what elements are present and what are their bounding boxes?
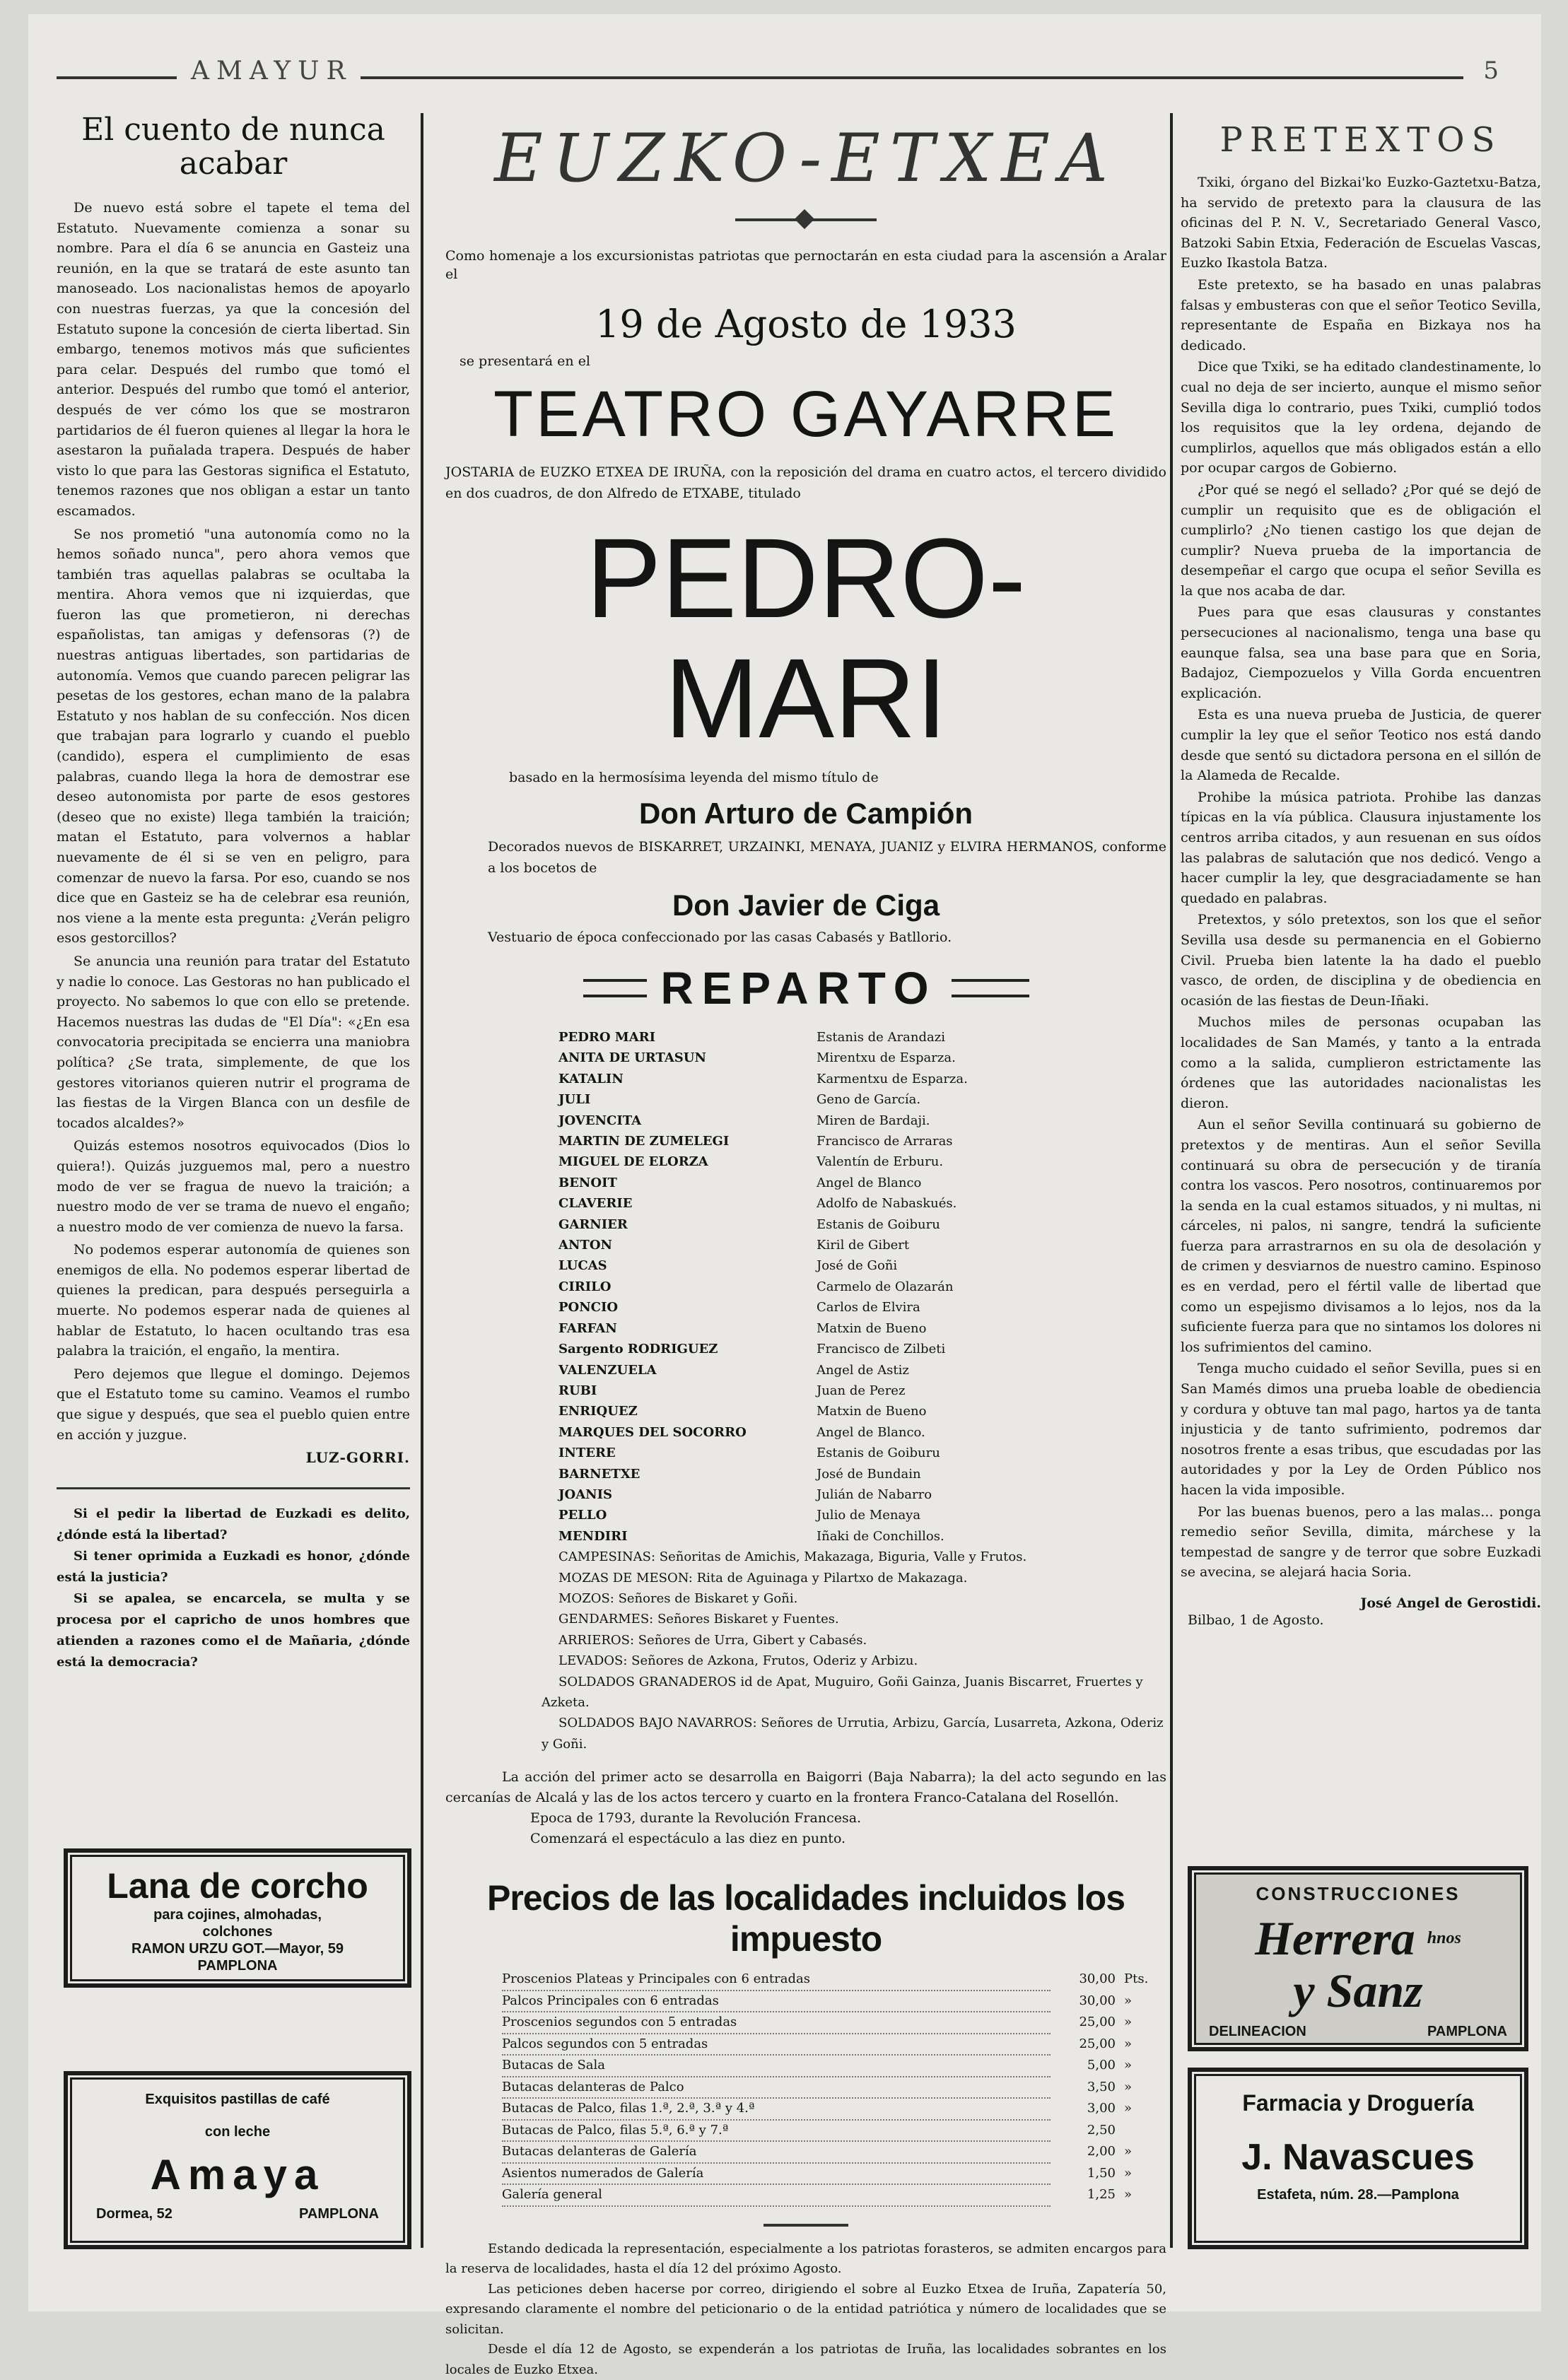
cast-role: JULI <box>558 1092 591 1108</box>
price-value: 30,00 <box>1079 1971 1116 1987</box>
cast-role: LUCAS <box>558 1258 607 1274</box>
price-row <box>445 2012 1166 2034</box>
cast-row <box>558 1069 1166 1089</box>
cast-row <box>558 1505 1166 1525</box>
price-unit: » <box>1124 2036 1133 2051</box>
cast-actor: Estanis de Goiburu <box>817 1446 940 1461</box>
price-value: 3,50 <box>1087 2079 1116 2094</box>
price-row <box>445 2056 1166 2077</box>
cast-row <box>558 1277 1166 1297</box>
ornament <box>763 2224 848 2227</box>
price-label: Asientos numerados de Galería <box>502 2164 1051 2186</box>
question-paragraph: Si tener oprimida a Euzkadi es honor, ¿dónde está la justicia? <box>57 1549 410 1585</box>
comenzara-text: Comenzará el espectáculo a las diez en punto. <box>530 1831 846 1847</box>
price-value: 1,25 <box>1087 2187 1116 2203</box>
masthead-rule-left <box>57 76 177 79</box>
cast-role: BENOIT <box>558 1175 617 1190</box>
cast-row <box>558 1131 1166 1151</box>
price-label: Galería general <box>502 2185 1051 2207</box>
cast-role: MENDIRI <box>558 1528 628 1544</box>
article-paragraph: Pretextos, y sólo pretextos, son los que el señor Sevilla usa desde su permanencia en el Gobierno Civil. Prueba bien latente la ha dado el pueblo vasco, de orden, de disciplina y de obediencia en ocasión de las fiestas de Deun-Iñaki. <box>1181 912 1541 1009</box>
cast-role: VALENZUELA <box>558 1362 657 1378</box>
cast-actor: Valentín de Erburu. <box>817 1154 944 1170</box>
cast-actor: Adolfo de Nabaskués. <box>817 1196 957 1212</box>
cast-actor: Carlos de Elvira <box>817 1300 920 1315</box>
cast-row <box>558 1214 1166 1235</box>
cast-actor: Miren de Bardaji. <box>817 1113 930 1128</box>
price-row <box>445 2121 1166 2142</box>
price-unit: » <box>1124 2058 1133 2073</box>
article-paragraph: Pues para que esas clausuras y constantes persecuciones al nacionalismo, tenga una base qu eaunque falsa, sea una base para que en Soria, Badajoz, Ciempozuelos y Villa Gorda encuentren explicación. <box>1181 604 1541 701</box>
ad-title: J. Navascues <box>1241 2137 1475 2178</box>
price-value: 30,00 <box>1079 1993 1116 2008</box>
cast-actor: Matxin de Bueno <box>817 1404 927 1419</box>
cast-actor: Angel de Astiz <box>817 1362 909 1378</box>
article-title: El cuento de nunca acabar <box>81 112 385 182</box>
price-value: 25,00 <box>1079 2015 1116 2030</box>
price-row <box>445 2077 1166 2099</box>
ad-amaya <box>64 2071 411 2249</box>
price-unit: » <box>1124 2165 1133 2181</box>
cast-row <box>558 1422 1166 1443</box>
article-paragraph: Prohibe la música patriota. Prohibe las danzas típicas en la vía pública. Clausura injustamente los centros arriba citados, y aun resuenan en sus oídos las palabras de salutación que nos dedicó. Vengo a hacer cumplir la ley, que desgraciadamente se han quedado en palabras. <box>1181 789 1541 906</box>
article-paragraph: ¿Por qué se negó el sellado? ¿Por qué se dejó de cumplir un requisito que es de obligación el cumplirlo? ¿No tienen castigo los que dejan de cumplir? Nueva prueba de la importancia de desempeñar el cargo que ocupa el señor Sevilla es la que nos acaba de dar. <box>1181 481 1541 599</box>
price-label: Proscenios Plateas y Principales con 6 entradas <box>502 1969 1051 1991</box>
left-column <box>57 113 410 1673</box>
masthead-name: AMAYUR <box>191 57 353 86</box>
cast-role: BARNETXE <box>558 1466 640 1482</box>
cast-row <box>558 1318 1166 1339</box>
cast-row <box>558 1464 1166 1484</box>
price-unit <box>1116 2121 1166 2142</box>
price-row <box>445 2164 1166 2186</box>
epoca-text: Epoca de 1793, durante la Revolución Francesa. <box>530 1810 862 1827</box>
cast-actor: Angel de Blanco <box>817 1175 922 1190</box>
presentara-text: se presentará en el <box>460 353 591 369</box>
ad-line: para cojines, almohadas, <box>153 1907 322 1923</box>
masthead-rule-right <box>361 76 1463 79</box>
price-list <box>445 1969 1166 2207</box>
ad-address <box>68 2206 407 2222</box>
ad-line: con leche <box>204 2124 271 2140</box>
cast-row <box>558 1151 1166 1172</box>
column-divider-left <box>421 113 423 2248</box>
ornament <box>735 218 877 221</box>
article-paragraph: Esta es una nueva prueba de Justicia, de querer cumplir la ley que el señor Teotico nos está dando desde que sentó su dictadora persona en el sillón de la Alameda de Recalde. <box>1181 707 1541 784</box>
cast-role: PONCIO <box>558 1300 619 1315</box>
price-value: 2,00 <box>1087 2144 1116 2159</box>
right-article-body <box>1181 172 1541 1583</box>
cast-actor: Juan de Perez <box>817 1383 906 1398</box>
ad-line: CONSTRUCCIONES <box>1256 1883 1461 1904</box>
ad-farmacia <box>1188 2068 1528 2249</box>
center-column <box>445 113 1166 2380</box>
price-label: Butacas de Sala <box>502 2056 1051 2077</box>
masthead <box>57 57 1527 92</box>
ad-name-hnos: hnos <box>1427 1929 1461 1947</box>
cast-group: MOZOS: Señores de Biskaret y Goñi. <box>558 1590 798 1606</box>
cast-group: SOLDADOS GRANADEROS id de Apat, Muguiro, Goñi Gainza, Juanis Biscarret, Fruertes y Azketa. <box>542 1674 1143 1710</box>
cast-list <box>445 1027 1166 1547</box>
price-row <box>445 2034 1166 2056</box>
cast-role: MARTIN DE ZUMELEGI <box>558 1134 730 1149</box>
cast-role: PEDRO MARI <box>558 1030 656 1045</box>
cast-row <box>558 1235 1166 1255</box>
page-number: 5 <box>1483 57 1499 85</box>
cast-row <box>558 1526 1166 1547</box>
cast-row <box>558 1027 1166 1048</box>
price-unit: » <box>1124 2187 1133 2203</box>
cast-role: RUBI <box>558 1383 597 1398</box>
cast-role: CLAVERIE <box>558 1196 633 1212</box>
cast-row <box>558 1401 1166 1421</box>
price-unit: » <box>1124 2144 1133 2159</box>
cast-row <box>558 1048 1166 1068</box>
price-row <box>445 2142 1166 2164</box>
cast-role: FARFAN <box>558 1320 617 1336</box>
author-name: Don Arturo de Campión <box>638 797 973 830</box>
event-date: 19 de Agosto de 1933 <box>595 302 1017 346</box>
ad-title: Amaya <box>150 2151 325 2198</box>
vestuario-text: Vestuario de época confeccionado por las casas Cabasés y Batllorio. <box>488 930 952 945</box>
ad-line: RAMON URZU GOT.—Mayor, 59 <box>131 1941 344 1957</box>
heading-bars <box>583 979 647 997</box>
article-title: PRETEXTOS <box>1219 120 1502 160</box>
article-paragraph: De nuevo está sobre el tapete el tema del Estatuto. Nuevamente comienza a sonar su nombre. Para el día 6 se anuncia en Gasteiz una reunión, en la que se tratará de este asunto tan manoseado. Los nacionalistas hemos de apoyarlo con nuestras fuerzas, ya que la concesión del Estatuto supone la concesión de cierta libertad. Sin embargo, tenemos motivos más que suficientes para celar. Después del rumbo que tomó el anterior. Después del rumbo que tomó el anterior, después de ver cómo los que se mostraron partidarios de él fueron quienes al llegar la hora le asestaron la puñalada trapera. Después de haber visto lo que para las Gestoras significa el Estatuto, tenemos razones que nos obligan a estar un tanto escamados. <box>57 200 410 519</box>
cast-row <box>558 1255 1166 1276</box>
note-paragraph: Estando dedicada la representación, especialmente a los patriotas forasteros, se admiten encargos para la reserva de localidades, hasta el día 12 del próximo Agosto. <box>445 2241 1166 2277</box>
cast-group: GENDARMES: Señores Biskaret y Fuentes. <box>558 1612 839 1627</box>
ad-line: DELINEACION <box>1209 2024 1306 2039</box>
cast-role: JOANIS <box>558 1487 613 1502</box>
cast-role: ANITA DE URTASUN <box>558 1050 706 1066</box>
cast-actor: Angel de Blanco. <box>817 1424 925 1440</box>
article-signature: José Angel de Gerostidi. <box>1360 1595 1541 1611</box>
cast-role: Sargento RODRIGUEZ <box>558 1342 718 1357</box>
cast-actor: Julián de Nabarro <box>817 1487 932 1502</box>
section-rule <box>57 1487 410 1489</box>
cast-row <box>558 1173 1166 1193</box>
group-list <box>445 1547 1166 1754</box>
price-value: 5,00 <box>1087 2058 1116 2073</box>
ad-line: Estafeta, núm. 28.—Pamplona <box>1257 2187 1459 2203</box>
price-unit: » <box>1124 1993 1133 2008</box>
drama-title: PEDRO-MARI <box>585 515 1026 761</box>
ad-name-part: Herrera <box>1255 1911 1415 1965</box>
theater-name: TEATRO GAYARRE <box>493 378 1119 450</box>
price-row <box>445 1969 1166 1991</box>
cast-group: ARRIEROS: Señores de Urra, Gibert y Cabasés. <box>558 1632 867 1648</box>
newspaper-page <box>28 14 1541 2377</box>
note-paragraph: Desde el día 12 de Agosto, se expenderán a los patriotas de Iruña, las localidades sobrantes en los locales de Euzko Etxea. <box>445 2342 1166 2377</box>
ad-footer <box>1192 2024 1524 2040</box>
heading-bars <box>952 979 1029 997</box>
price-unit: » <box>1124 2101 1133 2116</box>
cast-role: ANTON <box>558 1238 612 1253</box>
jostaria-text: JOSTARIA de EUZKO ETXEA DE IRUÑA, con la reposición del drama en cuatro actos, el tercero dividido en dos cuadros, de don Alfredo de ETXABE, titulado <box>445 464 1166 501</box>
ad-line: Exquisitos pastillas de café <box>145 2092 330 2107</box>
cast-row <box>558 1089 1166 1110</box>
intro-text: Como homenaje a los excursionistas patriotas que pernoctarán en esta ciudad para la ascensión a Aralar el <box>445 248 1166 282</box>
article-paragraph: Quizás estemos nosotros equivocados (Dios lo quiera!). Quizás juzguemos mal, pero a nuestro modo de ver se fragua de nuevo la traición; a nuestro modo de ver se trama de nuevo el engaño; a nuestro modo de ver comienza de nuevo la farsa. <box>57 1138 410 1235</box>
cast-actor: Iñaki de Conchillos. <box>817 1528 944 1544</box>
cast-role: MIGUEL DE ELORZA <box>558 1154 708 1170</box>
ad-name-part: y Sanz <box>1293 1964 1423 2017</box>
article-paragraph: Este pretexto, se ha basado en unas palabras falsas y embusteras con que el señor Teotico Sevilla, representante de España en Bizkaya nos ha dedicado. <box>1181 276 1541 353</box>
note-paragraph: Las peticiones deben hacerse por correo, dirigiendo el sobre al Euzko Etxea de Iruña, Zapatería 50, expresando claramente el nombre del peticionario o de la entidad patriótica y número de localidades que se solicitan. <box>445 2281 1166 2337</box>
cast-actor: Estanis de Goiburu <box>817 1217 940 1232</box>
article-paragraph: Muchos miles de personas ocupaban las localidades de San Mamés, y tanto a la entrada como a la salida, cumplieron estrictamente las órdenes que las autoridades nacionalistas les dieron. <box>1181 1014 1541 1111</box>
ad-street: Dormea, 52 <box>96 2206 172 2222</box>
price-label: Proscenios segundos con 5 entradas <box>502 2012 1051 2034</box>
cast-actor: Francisco de Arraras <box>817 1134 953 1149</box>
article-paragraph: Pero dejemos que llegue el domingo. Dejemos que el Estatuto tome su camino. Veamos el rumbo que sigue y después, que sea el pueblo quien entre en acción y juzgue. <box>57 1366 410 1443</box>
reparto-heading <box>445 962 1166 1014</box>
cast-row <box>558 1380 1166 1401</box>
cast-actor: Carmelo de Olazarán <box>817 1279 954 1294</box>
price-row <box>445 2099 1166 2121</box>
cast-row <box>558 1110 1166 1131</box>
cast-row <box>558 1339 1166 1359</box>
article-signature: LUZ-GORRI. <box>305 1449 410 1467</box>
price-unit: Pts. <box>1124 1971 1149 1987</box>
price-unit: » <box>1124 2015 1133 2030</box>
cast-actor: Geno de García. <box>817 1092 921 1108</box>
cast-role: KATALIN <box>558 1071 624 1086</box>
designer-name: Don Javier de Ciga <box>672 889 940 922</box>
cast-group: MOZAS DE MESON: Rita de Aguinaga y Pilartxo de Makazaga. <box>558 1570 968 1585</box>
ad-line: colchones <box>202 1924 273 1940</box>
article-paragraph: Por las buenas buenos, pero a las malas... ponga remedio señor Sevilla, dimita, márchese y la tempestad de sangre y de terror que sobre Euzkadi se avecina, se alejará hacia Soria. <box>1181 1503 1541 1581</box>
ad-title <box>1192 1912 1524 2017</box>
question-paragraph: Si el pedir la libertad de Euzkadi es delito, ¿dónde está la libertad? <box>57 1506 410 1543</box>
price-label: Butacas delanteras de Palco <box>502 2077 1051 2099</box>
cast-row <box>558 1297 1166 1318</box>
cast-role: GARNIER <box>558 1217 628 1232</box>
price-label: Butacas de Palco, filas 1.ª, 2.ª, 3.ª y 4.ª <box>502 2099 1051 2121</box>
article-paragraph: No podemos esperar autonomía de quienes son enemigos de ella. No podemos esperar libertad de quienes la predican, para después perseguirla a muerte. No podemos esperar nada de quienes al hablar de Estatuto, lo hacen ocultando tras esa palabra la traición, el engaño, la mentira. <box>57 1242 410 1359</box>
price-value: 1,50 <box>1087 2165 1116 2181</box>
cast-row <box>558 1193 1166 1214</box>
prices-title: Precios de las localidades incluidos los impuesto <box>486 1878 1125 1959</box>
article-paragraph: Aun el señor Sevilla continuará su gobierno de pretextos y de mentiras. Aun el señor Sevilla continuará su obra de persecución y de tiranía contra los vascos. Pero nosotros, continuaremos por la senda en la cual estamos situados, y ni multas, ni cárceles, ni palos, ni sangre, tendrá la suficiente fuerza para arrastrarnos en su ola de desolación y de crimen y desviarnos de nuestro camino. Espinoso es en verdad, pero el fértil valle de libertad que como un espejismo divisamos a lo lejos, nos da la suficiente fuerza para que no sintamos los dolores ni los sufrimientos del camino. <box>1181 1117 1541 1355</box>
cast-role: MARQUES DEL SOCORRO <box>558 1424 747 1440</box>
cast-actor: Estanis de Arandazi <box>817 1030 945 1045</box>
price-value: 2,50 <box>1087 2122 1116 2138</box>
price-row <box>445 2185 1166 2207</box>
price-value: 25,00 <box>1079 2036 1116 2051</box>
poster-title: EUZKO-ETXEA <box>494 120 1118 197</box>
price-value: 3,00 <box>1087 2101 1116 2116</box>
decorados-text: Decorados nuevos de BISKARRET, URZAINKI, MENAYA, JUANIZ y ELVIRA HERMANOS, conforme a los bocetos de <box>488 839 1166 876</box>
ad-title: Lana de corcho <box>107 1866 368 1906</box>
cast-row <box>558 1484 1166 1505</box>
cast-role: ENRIQUEZ <box>558 1404 638 1419</box>
ad-line: PAMPLONA <box>197 1958 278 1974</box>
article-paragraph: Txiki, órgano del Bizkai'ko Euzko-Gaztetxu-Batza, ha servido de pretexto para la clausura de las oficinas del P. N. V., Secretariado General Vasco, Batzoki Sabin Etxia, Federación de Escuelas Vascas, Euzko Ikastola Batza. <box>1181 175 1541 271</box>
cast-group: LEVADOS: Señores de Azkona, Frutos, Oderiz y Arbizu. <box>558 1653 918 1669</box>
price-row <box>445 1991 1166 2013</box>
cast-row <box>558 1443 1166 1463</box>
article-paragraph: Tenga mucho cuidado el señor Sevilla, pues si en San Mamés dimos una prueba loable de obediencia y cordura y obtuve tan mal pago, hartos ya de tanta injusticia y de tanto sufrimiento, podremos dar nosotros frente a esas tribus, que escudadas por las autoridades y por la Ley de Orden Público nos hacen la vida imposible. <box>1181 1361 1541 1498</box>
ad-lana-de-corcho <box>64 1848 411 1988</box>
ad-city: PAMPLONA <box>299 2206 379 2222</box>
article-paragraph: Se nos prometió "una autonomía como no la hemos soñado nunca", pero ahora vemos que también tras aquellas palabras se ocultaba la mentira. Ahora vemos que ni izquierdas, que fueron las que prometieron, ni derechas españolistas, tan amigas y defensoras (?) de nuestras antiguas libertades, son partidarias de autonomía. Vemos que cuando parecen peligrar las pesetas de los gestores, echan mano de la palabra Estatuto y nos hablan de su confección. Nos dicen que trabajan para lograrlo y cuando el pueblo (candido), espera el cumplimiento de esas palabras, cuando llega la hora de demostrar ese deseo autonomista por parte de esos gestores (deseo que no existe) llega también la traición; matan el Estatuto, para volvernos a hablar nuevamente de él si se ven en peligro, para comenzar de nuevo la farsa. Por eso, cuando se nos dice que en Gasteiz se ha de celebrar esa reunión, nos viene a la mente esta pregunta: ¿Verán peligro esos gestorcillos? <box>57 526 410 946</box>
cast-role: CIRILO <box>558 1279 612 1294</box>
article-paragraph: Dice que Txiki, se ha editado clandestinamente, lo cual no deja de ser incierto, aunque el mismo señor Sevilla diga lo contrario, pues Txiki, cumplió todos los requisitos que la ley ordena, dejando de cumplirlos, aquellos que más obligados están a ello por ocupar cargos de Gobierno. <box>1181 359 1541 476</box>
column-divider-right <box>1170 113 1173 2248</box>
right-column <box>1181 113 1541 1628</box>
cast-group: CAMPESINAS: Señoritas de Amichis, Makazaga, Biguria, Valle y Frutos. <box>558 1549 1027 1565</box>
price-unit: » <box>1124 2079 1133 2094</box>
cast-actor: Matxin de Bueno <box>817 1320 927 1336</box>
cast-actor: Julio de Menaya <box>817 1508 921 1523</box>
ad-line: PAMPLONA <box>1427 2024 1507 2039</box>
article-paragraph: Se anuncia una reunión para tratar del Estatuto y nadie lo conoce. Las Gestoras no han publicado el proyecto. No sabemos lo que con ello se pretende. Hacemos nuestras las dudas de "El Día": «¿En esa convocatoria precipitada se encierra una maniobra política? ¿Se trata, simplemente, de que los gestores vitorianos quieren nutrir el programa de las fiestas de la Virgen Blanca con un desfile de tocados alcaldes?» <box>57 953 410 1131</box>
cast-actor: Kiril de Gibert <box>817 1238 910 1253</box>
question-paragraph: Si se apalea, se encarcela, se multa y se procesa por el capricho de unos hombres que atienden a razones como el de Mañaria, ¿dónde está la democracia? <box>57 1591 410 1670</box>
cast-row <box>558 1360 1166 1380</box>
article-dateline: Bilbao, 1 de Agosto. <box>1188 1612 1324 1628</box>
cast-role: PELLO <box>558 1508 607 1523</box>
cast-actor: Mirentxu de Esparza. <box>817 1050 956 1066</box>
price-label: Butacas de Palco, filas 5.ª, 6.ª y 7.ª <box>502 2121 1051 2142</box>
ad-line: Farmacia y Droguería <box>1242 2090 1474 2116</box>
cast-role: JOVENCITA <box>558 1113 642 1128</box>
ad-herrera-sanz <box>1188 1866 1528 2051</box>
cast-actor: Karmentxu de Esparza. <box>817 1071 968 1086</box>
cast-actor: José de Goñi <box>817 1258 898 1274</box>
cast-actor: Francisco de Zilbeti <box>817 1342 946 1357</box>
price-label: Palcos Principales con 6 entradas <box>502 1991 1051 2013</box>
cast-role: INTERE <box>558 1446 616 1461</box>
cast-group: SOLDADOS BAJO NAVARROS: Señores de Urrutia, Arbizu, García, Lusarreta, Azkona, Oderiz y Goñi. <box>542 1716 1164 1752</box>
basado-text: basado en la hermosísima leyenda del mismo título de <box>509 770 879 785</box>
price-label: Palcos segundos con 5 entradas <box>502 2034 1051 2056</box>
accion-text: La acción del primer acto se desarrolla en Baigorri (Baja Nabarra); la del acto segundo en las cercanías de Alcalá y las de los actos tercero y cuarto en la frontera Franco-Catalana del Rosellón. <box>445 1769 1166 1806</box>
price-label: Butacas delanteras de Galería <box>502 2142 1051 2164</box>
reparto-title: REPARTO <box>660 963 937 1014</box>
cast-actor: José de Bundain <box>817 1466 921 1482</box>
